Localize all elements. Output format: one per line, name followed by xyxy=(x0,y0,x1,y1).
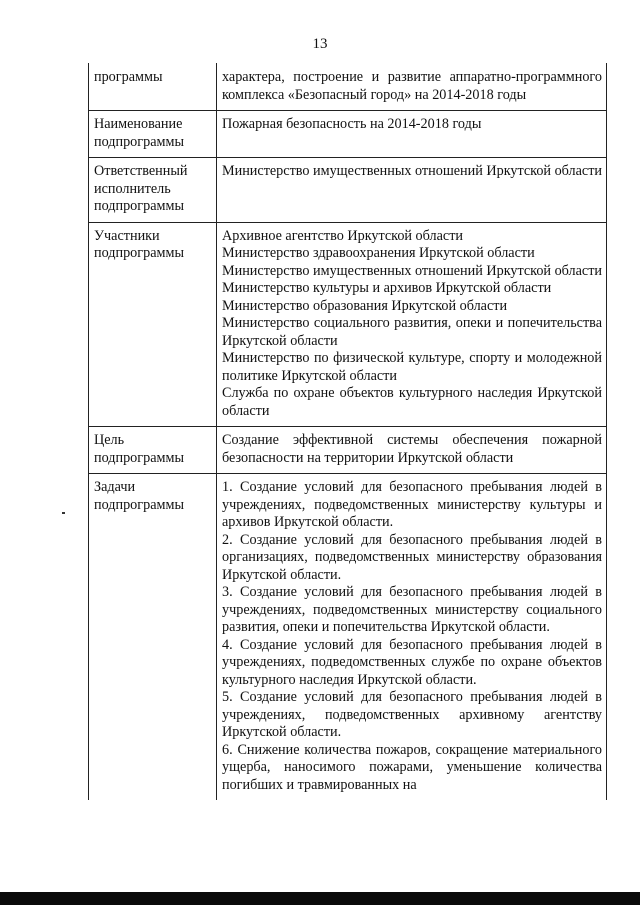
row-value-cell xyxy=(217,63,607,111)
task-item: 4. Создание условий для безопасного пребывания людей в учреждениях, подведомственных службе по охране объектов культурного наследия Иркутской области. xyxy=(222,636,602,688)
row-label-line: подпрограммы xyxy=(94,496,184,513)
row-label-line: подпрограммы xyxy=(94,198,184,214)
row-label-line: подпрограммы xyxy=(94,133,184,150)
table-row xyxy=(89,63,607,111)
row-label-line: подпрограммы xyxy=(94,245,184,261)
participant-item: Министерство по физической культуре, спорту и молодежной политике Иркутской области xyxy=(222,350,602,384)
row-label-line: Задачи xyxy=(94,479,136,495)
row-label-line: программы xyxy=(94,69,163,85)
table-row xyxy=(89,158,607,223)
row-label-cell xyxy=(89,474,217,801)
participant-item: Министерство культуры и архивов Иркутской области xyxy=(222,280,552,296)
table-row xyxy=(89,222,607,427)
row-value-cell xyxy=(217,474,607,801)
row-label-line: подпрограммы xyxy=(94,449,184,466)
table-row xyxy=(89,427,607,474)
page-number: 13 xyxy=(312,36,328,52)
row-label-line: Участники xyxy=(94,227,160,244)
row-value-line: Создание эффективной системы обеспечения пожарной безопасности на территории Иркутской области xyxy=(222,432,602,466)
row-label-line: исполнитель xyxy=(94,180,171,197)
row-label-cell xyxy=(89,427,217,474)
scan-artifact-mark xyxy=(62,512,65,514)
task-item: 2. Создание условий для безопасного пребывания людей в организациях, подведомственных министерству образования Иркутской области. xyxy=(222,531,602,583)
task-item: 5. Создание условий для безопасного пребывания людей в учреждениях, подведомственных архивному агентству Иркутской области. xyxy=(222,689,602,740)
participant-item: Служба по охране объектов культурного наследия Иркутской области xyxy=(222,385,602,419)
row-value-cell xyxy=(217,158,607,223)
row-value-cell xyxy=(217,222,607,427)
table-row xyxy=(89,111,607,158)
task-item: 6. Снижение количества пожаров, сокращение материального ущерба, наносимого пожарами, уменьшение количества погибших и травмированных на xyxy=(222,741,602,793)
row-label-cell xyxy=(89,111,217,158)
row-value-line: Пожарная безопасность на 2014-2018 годы xyxy=(222,116,482,132)
row-value-line: характера, построение и развитие аппаратно-программного комплекса «Безопасный город» на 2014-2018 годы xyxy=(222,69,602,103)
subprogram-passport-table xyxy=(88,63,607,800)
row-label-line: Цель xyxy=(94,432,125,448)
participant-item: Архивное агентство Иркутской области xyxy=(222,227,463,244)
table-row xyxy=(89,474,607,801)
row-label-cell xyxy=(89,222,217,427)
row-label-line: Наименование xyxy=(94,116,183,132)
participant-item: Министерство имущественных отношений Иркутской области xyxy=(222,262,602,279)
scan-bottom-band xyxy=(0,892,640,905)
row-value-cell xyxy=(217,427,607,474)
participant-item: Министерство здравоохранения Иркутской области xyxy=(222,245,535,261)
participant-item: Министерство социального развития, опеки и попечительства Иркутской области xyxy=(222,315,602,349)
row-label-cell xyxy=(89,63,217,111)
row-value-line: Министерство имущественных отношений Иркутской области xyxy=(222,163,602,179)
task-item: 1. Создание условий для безопасного пребывания людей в учреждениях, подведомственных министерству культуры и архивов Иркутской области. xyxy=(222,479,602,530)
row-label-line: Ответственный xyxy=(94,163,188,179)
participant-item: Министерство образования Иркутской области xyxy=(222,297,508,314)
row-value-cell xyxy=(217,111,607,158)
row-label-cell xyxy=(89,158,217,223)
task-item: 3. Создание условий для безопасного пребывания людей в учреждениях, подведомственных министерству социального развития, опеки и попечительства Иркутской области. xyxy=(222,584,602,635)
